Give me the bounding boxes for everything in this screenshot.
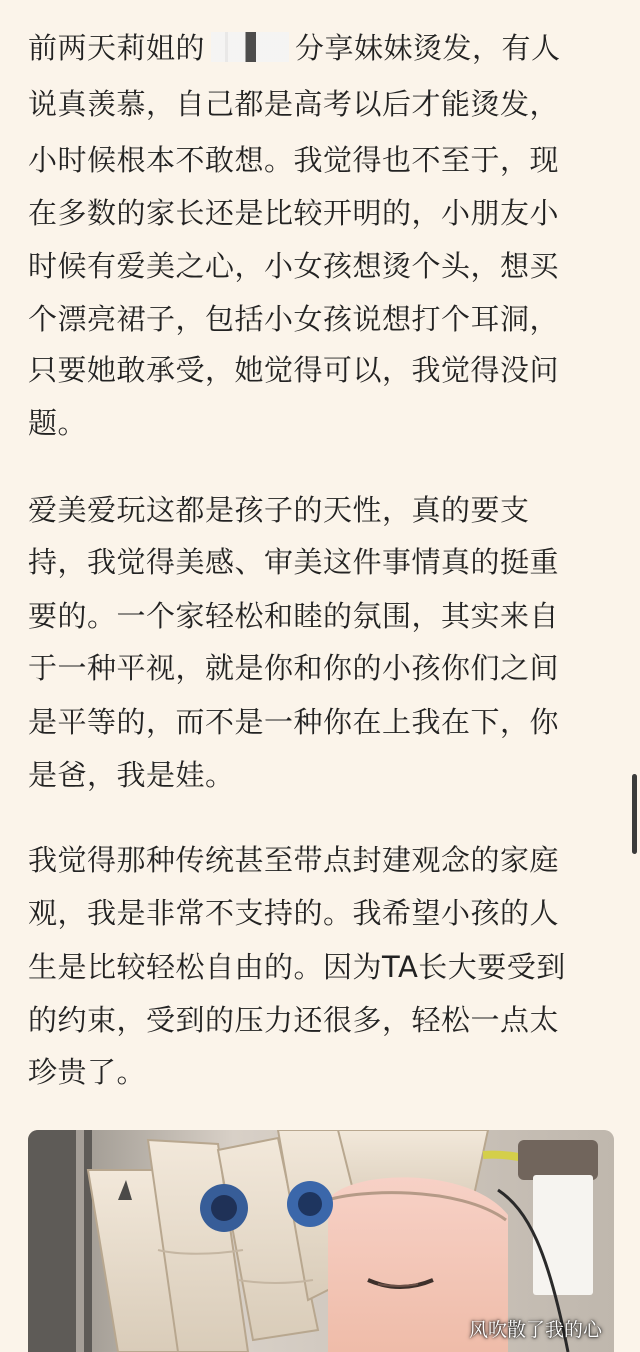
article-line-start: 前两天莉姐的 xyxy=(28,31,206,65)
scrollbar-thumb[interactable] xyxy=(632,774,637,854)
article-line: 只要她敢承受，她觉得可以，我觉得没问 xyxy=(28,353,560,387)
watermark-text: 风吹散了我的心 xyxy=(468,1320,602,1341)
article-line: 观，我是非常不支持的。我希望小孩的人 xyxy=(28,896,560,930)
article-line: 的约束，受到的压力还很多，轻松一点太 xyxy=(28,1003,560,1037)
article-line: 题。 xyxy=(28,406,88,440)
article-line: 是爸，我是娃。 xyxy=(28,758,235,792)
article-line: 小时候根本不敢想。我觉得也不至于，现 xyxy=(28,143,560,177)
article-line: 是平等的，而不是一种你在上我在下，你 xyxy=(28,705,560,739)
article-line: 生是比较轻松自由的。因为TA长大要受到 xyxy=(28,950,566,984)
article-line: 时候有爱美之心，小女孩想烫个头，想买 xyxy=(28,249,560,283)
redacted-name xyxy=(211,32,289,62)
article-line-end: 分享妹妹烫发，有人 xyxy=(295,31,561,65)
article-line: 持，我觉得美感、审美这件事情真的挺重 xyxy=(28,545,560,579)
article-line: 爱美爱玩这都是孩子的天性，真的要支 xyxy=(28,493,530,527)
article-line: 要的。一个家轻松和睦的氛围，其实来自 xyxy=(28,599,560,633)
article-line: 在多数的家长还是比较开明的，小朋友小 xyxy=(28,196,560,230)
article-line: 说真羡慕，自己都是高考以后才能烫发， xyxy=(28,87,560,121)
article-line: 珍贵了。 xyxy=(28,1055,147,1089)
article-line: 我觉得那种传统甚至带点封建观念的家庭 xyxy=(28,843,560,877)
article-photo xyxy=(28,1130,614,1352)
article-line: 个漂亮裙子，包括小女孩说想打个耳洞， xyxy=(28,302,560,336)
article-line xyxy=(28,28,618,68)
article-line: 于一种平视，就是你和你的小孩你们之间 xyxy=(28,651,560,685)
